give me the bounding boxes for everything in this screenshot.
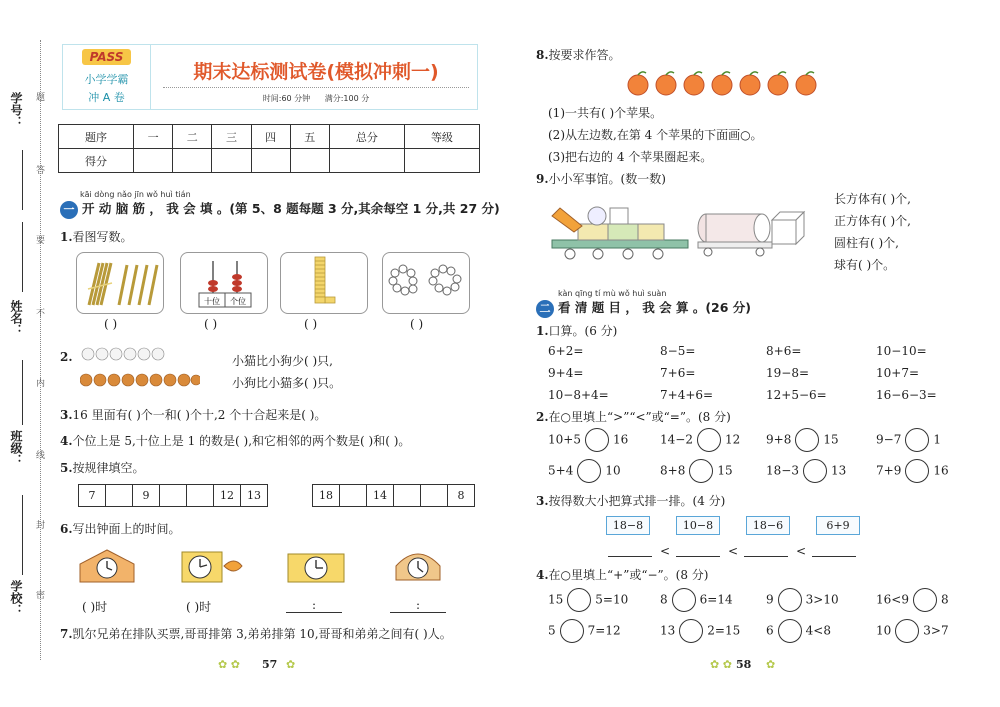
less-than-sign: <: [728, 544, 739, 558]
section1-pinyin: kāi dòng nǎo jīn wǒ huì tián: [80, 190, 191, 199]
less-than-sign: <: [796, 544, 807, 558]
operator-item: [766, 588, 839, 612]
q1-answer-2[interactable]: ( ): [204, 317, 218, 331]
operator-item: [876, 588, 949, 612]
compare-item-left: 5+4: [548, 463, 574, 478]
q1-answer-3[interactable]: ( ): [304, 317, 318, 331]
compare-item: [766, 459, 846, 483]
q9: 9.小小军事馆。(数一数): [536, 172, 666, 186]
sprout-icon: ✿ ✿: [710, 658, 732, 671]
expr-card: 18−8: [606, 516, 650, 535]
oral-calc-item[interactable]: 8+6=: [766, 344, 802, 358]
expr-card: 6+9: [816, 516, 860, 535]
oral-calc-item[interactable]: 19−8=: [766, 366, 810, 380]
q1-answer-4[interactable]: ( ): [410, 317, 424, 331]
operator-item: [548, 588, 628, 612]
section2-heading: [536, 298, 751, 318]
cut-word: 题: [34, 92, 44, 101]
operator-item: [660, 619, 740, 643]
q4-text: 个位上是 5,十位上是 1 的数是( ),和它相邻的两个数是( )和( )。: [72, 434, 411, 448]
sprout-icon: ✿: [286, 658, 296, 671]
q9-text: 小小军事馆。(数一数): [548, 172, 666, 186]
apple-icon: [796, 72, 816, 95]
score-input[interactable]: [404, 149, 479, 173]
oral-calc-item[interactable]: 7+6=: [660, 366, 696, 380]
table-cell: 总分: [329, 125, 404, 149]
compare-item-right: 1: [933, 432, 941, 447]
sprout-icon: ✿ ✿: [218, 658, 240, 671]
q4: 4.个位上是 5,十位上是 1 的数是( ),和它相邻的两个数是( )和( )。: [60, 434, 411, 448]
circles-picture: [382, 252, 470, 314]
exam-meta: [153, 93, 479, 104]
compare-item-right: 16: [612, 432, 629, 447]
answer-circle[interactable]: [577, 459, 601, 483]
oral-calc-item[interactable]: 16−6−3=: [876, 388, 937, 402]
answer-circle[interactable]: [895, 619, 919, 643]
bundle-sticks-picture: [76, 252, 164, 314]
seq-blank[interactable]: [187, 485, 214, 507]
operator-item-left: 5: [548, 623, 556, 638]
table-cell: 五: [290, 125, 329, 149]
seq-cell: 8: [448, 485, 475, 507]
oral-calc-item[interactable]: 6+2=: [548, 344, 584, 358]
apple-icon: [768, 72, 788, 95]
dome-clock-icon: [390, 546, 446, 587]
oral-calc-item[interactable]: 9+4=: [548, 366, 584, 380]
apple-icon: [740, 72, 760, 95]
operator-item-right: 2=15: [707, 623, 741, 638]
cut-word: 内: [34, 378, 44, 387]
house-clock-icon: [76, 548, 138, 587]
c2: 2.在○里填上“>”“<”或“=”。(8 分): [536, 410, 731, 424]
section1-title: 开 动 脑 筋 ， 我 会 填 。(第 5、8 题每题 3 分,其余每空 1 分,共 27 分): [82, 201, 500, 216]
compare-item: [548, 428, 628, 452]
sprout-icon: ✿: [766, 658, 776, 671]
apple-icon: [656, 72, 676, 95]
answer-circle[interactable]: [567, 588, 591, 612]
c3-text: 按得数大小把算式排一排。(4 分): [548, 494, 726, 508]
page-number-left: 57: [262, 658, 278, 671]
compare-item: [548, 459, 621, 483]
answer-circle[interactable]: [795, 428, 819, 452]
q6-text: 写出钟面上的时间。: [72, 522, 181, 536]
c1-text: 口算。(6 分): [548, 324, 618, 338]
score-input[interactable]: [329, 149, 404, 173]
c2-text: 在○里填上“>”“<”或“=”。(8 分): [548, 410, 731, 424]
q3: 3.16 里面有( )个一和( )个十,2 个十合起来是( )。: [60, 408, 327, 422]
seq-blank[interactable]: [421, 485, 448, 507]
name-label: 姓名：: [9, 300, 23, 336]
answer-circle[interactable]: [689, 459, 713, 483]
table-cell: 题序: [59, 125, 134, 149]
answer-circle[interactable]: [913, 588, 937, 612]
answer-circle[interactable]: [778, 588, 802, 612]
brand-line1: 小学学霸: [84, 73, 129, 86]
seq-cell: 18: [313, 485, 340, 507]
oral-calc-item[interactable]: 12+5−6=: [766, 388, 827, 402]
table-cell: 二: [173, 125, 212, 149]
oral-calc-item[interactable]: 8−5=: [660, 344, 696, 358]
apple-icon: [628, 72, 648, 95]
apple-icon: [712, 72, 732, 95]
digital-clock-icon: [286, 548, 346, 587]
operator-item-left: 6: [766, 623, 774, 638]
table-cell: 四: [251, 125, 290, 149]
section1-number: 一: [60, 201, 78, 219]
q7-text: 凯尔兄弟在排队买票,哥哥排第 3,弟弟排第 10,哥哥和弟弟之间有( )人。: [72, 627, 452, 641]
compare-item-right: 10: [605, 463, 621, 478]
operator-item: [548, 619, 621, 643]
cut-line: [40, 40, 41, 660]
table-cell: 一: [134, 125, 173, 149]
answer-circle[interactable]: [905, 428, 929, 452]
section2-pinyin: kàn qīng tí mù wǒ huì suàn: [558, 289, 667, 298]
q2-number: 2.: [60, 350, 73, 364]
q8-item-1: (1)一共有( )个苹果。: [548, 106, 663, 120]
right-page: [500, 0, 1000, 707]
answer-circle[interactable]: [905, 459, 929, 483]
compare-item-left: 18−3: [766, 463, 799, 478]
compare-item-right: 15: [823, 432, 839, 447]
compare-item-right: 13: [830, 463, 847, 478]
apple-icon: [684, 72, 704, 95]
compare-item: [876, 428, 941, 452]
pass-logo: PASS: [82, 49, 132, 65]
operator-item-right: 8: [940, 592, 949, 607]
answer-circle[interactable]: [697, 428, 721, 452]
section2-number: 二: [536, 300, 554, 318]
oral-calc-item[interactable]: 10−8+4=: [548, 388, 609, 402]
operator-item-right: 7=12: [587, 623, 621, 638]
oral-calc-item[interactable]: 7+4+6=: [660, 388, 714, 402]
abacus-picture: [180, 252, 268, 314]
operator-item-right: 5=10: [595, 592, 629, 607]
score-input[interactable]: [173, 149, 212, 173]
operator-item-left: 13: [660, 623, 676, 638]
score-input[interactable]: [251, 149, 290, 173]
compare-item-right: 16: [933, 463, 949, 478]
operator-item-left: 9: [766, 592, 774, 607]
q3-text: 16 里面有( )个一和( )个十,2 个十合起来是( )。: [72, 408, 327, 422]
q6-answer-3[interactable]: :: [286, 598, 342, 613]
c3: 3.按得数大小把算式排一排。(4 分): [536, 494, 726, 508]
seq-blank[interactable]: [340, 485, 367, 507]
operator-item-left: 8: [660, 592, 668, 607]
oral-calc-item[interactable]: 10−10=: [876, 344, 927, 358]
seq-cell: 13: [241, 485, 268, 507]
abacus-tens-label: 十位: [204, 297, 220, 306]
operator-item-right: 3>10: [805, 592, 839, 607]
seq-cell: 7: [79, 485, 106, 507]
page-number-right: 58: [736, 658, 752, 671]
expr-card: 18−6: [746, 516, 790, 535]
expr-card: 10−8: [676, 516, 720, 535]
q5: 5.按规律填空。: [60, 461, 145, 475]
compare-item: [766, 428, 839, 452]
operator-item-right: 4<8: [805, 623, 831, 638]
seq-blank[interactable]: [106, 485, 133, 507]
q5-text: 按规律填空。: [72, 461, 145, 475]
cut-word: 密: [34, 590, 44, 599]
operator-item-left: 15: [548, 592, 564, 607]
q6: 6.写出钟面上的时间。: [60, 522, 181, 536]
brand-block: [63, 45, 151, 109]
answer-circle[interactable]: [679, 619, 703, 643]
q7: 7.凯尔兄弟在排队买票,哥哥排第 3,弟弟排第 10,哥哥和弟弟之间有( )人。: [60, 627, 452, 641]
apples-row: [626, 70, 826, 99]
cut-word: 封: [34, 520, 44, 529]
operator-item: [766, 619, 831, 643]
q8-item-2: (2)从左边数,在第 4 个苹果的下面画○。: [548, 128, 763, 142]
class-line[interactable]: [22, 360, 23, 425]
compare-item-right: 15: [717, 463, 733, 478]
table-cell: 等级: [404, 125, 479, 149]
table-cell: 得分: [59, 149, 134, 173]
exam-header: [62, 44, 478, 110]
answer-circle[interactable]: [803, 459, 827, 483]
cut-word: 要: [34, 235, 44, 244]
q2-line1: 小猫比小狗少( )只,: [232, 354, 333, 368]
compare-item: [660, 459, 733, 483]
compare-item-left: 10+5: [548, 432, 581, 447]
section2-title: 看 清 题 目 ， 我 会 算 。(26 分): [558, 300, 751, 315]
order-blank[interactable]: [812, 556, 856, 557]
less-than-sign: <: [660, 544, 671, 558]
fish-clock-icon: [180, 548, 246, 587]
compare-item-left: 14−2: [660, 432, 693, 447]
order-blank[interactable]: [744, 556, 788, 557]
q1-text: 看图写数。: [72, 230, 133, 244]
score-input[interactable]: [290, 149, 329, 173]
table-cell: 三: [212, 125, 251, 149]
score-row: [59, 149, 480, 173]
q9-item-4: 球有( )个。: [834, 258, 896, 272]
seq-cell: 9: [133, 485, 160, 507]
class-label: 班级：: [9, 430, 23, 466]
compare-item: [660, 428, 740, 452]
score-input[interactable]: [134, 149, 173, 173]
answer-circle[interactable]: [560, 619, 584, 643]
seq-cell: 14: [367, 485, 394, 507]
compare-item-right: 12: [724, 432, 741, 447]
time-limit: 时间:60 分钟: [262, 94, 311, 103]
q6-answer-2[interactable]: ( )时: [186, 600, 212, 614]
cut-word: 答: [34, 165, 44, 174]
seq-cell: 12: [214, 485, 241, 507]
q1-answer-1[interactable]: ( ): [104, 317, 118, 331]
q9-item-3: 圆柱有( )个,: [834, 236, 899, 250]
compare-item-left: 7+9: [876, 463, 902, 478]
compare-item: [876, 459, 949, 483]
q8: 8.按要求作答。: [536, 48, 621, 62]
name-line[interactable]: [22, 222, 23, 292]
section1-heading: [60, 199, 500, 219]
cats-dogs-picture: [80, 344, 200, 396]
operator-item-right: 3>7: [923, 623, 949, 638]
operator-item: [660, 588, 733, 612]
brand-line2: 冲 A 卷: [88, 91, 125, 104]
c4: 4.在○里填上“+”或“−”。(8 分): [536, 568, 709, 582]
cannon-picture: [694, 206, 806, 261]
tank-picture: [548, 196, 694, 267]
compare-item-left: 9−7: [876, 432, 902, 447]
q8-text: 按要求作答。: [548, 48, 621, 62]
order-blank[interactable]: [608, 556, 652, 557]
score-table-header: [59, 125, 480, 149]
q9-item-1: 长方体有( )个,: [834, 192, 911, 206]
score-input[interactable]: [212, 149, 251, 173]
operator-item-left: 16<9: [876, 592, 909, 607]
compare-item-left: 8+8: [660, 463, 686, 478]
q1-number: 1.: [60, 230, 73, 244]
compare-item-left: 9+8: [766, 432, 792, 447]
operator-item: [876, 619, 949, 643]
block-picture: [280, 252, 368, 314]
full-score: 满分:100 分: [324, 94, 370, 103]
order-blank[interactable]: [676, 556, 720, 557]
operator-item-right: 6=14: [699, 592, 733, 607]
q6-answer-1[interactable]: ( )时: [82, 600, 108, 614]
sequence-row-2: [312, 484, 475, 507]
student-id-line[interactable]: [22, 150, 23, 210]
answer-circle[interactable]: [672, 588, 696, 612]
answer-circle[interactable]: [778, 619, 802, 643]
school-label: 学校：: [9, 580, 23, 616]
cut-word: 不: [34, 308, 44, 317]
binding-strip: [0, 0, 52, 707]
q1: [60, 228, 133, 245]
q9-item-2: 正方体有( )个,: [834, 214, 911, 228]
student-id-label: 学号：: [9, 92, 23, 128]
abacus-ones-label: 个位: [230, 297, 246, 306]
sequence-row-1: [78, 484, 268, 507]
exam-title: 期末达标测试卷(模拟冲刺一): [193, 61, 439, 83]
operator-item-left: 10: [876, 623, 892, 638]
seq-blank[interactable]: [160, 485, 187, 507]
school-line[interactable]: [22, 495, 23, 575]
q8-item-3: (3)把右边的 4 个苹果圈起来。: [548, 150, 713, 164]
c1: 1.口算。(6 分): [536, 324, 618, 338]
q6-answer-4[interactable]: :: [390, 598, 446, 613]
c4-text: 在○里填上“+”或“−”。(8 分): [548, 568, 709, 582]
score-table: [58, 124, 480, 173]
cut-word: 线: [34, 450, 44, 459]
q2-line2: 小狗比小猫多( )只。: [232, 376, 342, 390]
oral-calc-item[interactable]: 10+7=: [876, 366, 920, 380]
answer-circle[interactable]: [585, 428, 609, 452]
seq-blank[interactable]: [394, 485, 421, 507]
